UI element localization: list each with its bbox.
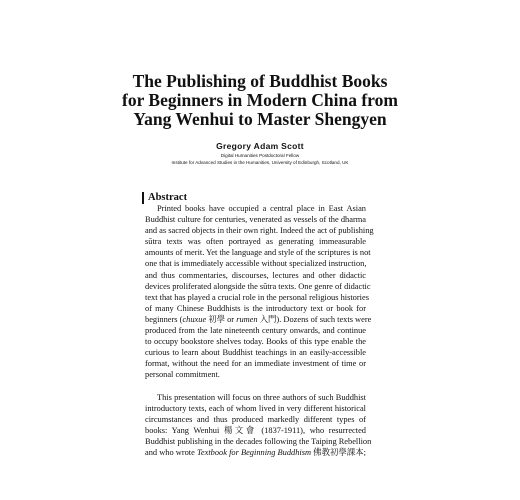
body-line: introductory texts, each of whom lived in very different historical — [145, 404, 366, 414]
body-line: Printed books have occupied a central place in East Asian — [157, 204, 366, 213]
body-line — [145, 447, 366, 458]
author-position: Digital Humanities Postdoctoral Fellow — [220, 153, 300, 158]
pinyin-term: chuxue — [182, 314, 207, 324]
body-line: personal commitment. — [145, 370, 220, 380]
body-line: circumstances and thus produced markedly different types of — [145, 415, 366, 425]
body-line: amounts of merit. Yet the language and style of the scriptures is not — [145, 248, 371, 258]
body-line: sūtra texts was often portrayed as generating immeasurable — [145, 237, 366, 247]
author-institution: Institute for Advanced Studies in the Humanities, University of Edinburgh, Scotland, UK — [171, 160, 349, 165]
chinese-term: 初學 or — [206, 314, 237, 324]
body-line: This presentation will focus on three authors of such Buddhist — [157, 393, 366, 402]
body-line: devices proliferated alongside the sūtra texts. One genre of didactic — [145, 281, 371, 291]
body-line: and thus commentaries, discourses, lectures and other didactic — [145, 270, 366, 280]
body-text: and who wrote — [145, 448, 197, 458]
paper-title — [0, 72, 520, 129]
body-line: and as sacred objects in their own right. Indeed the act of publishing — [145, 226, 374, 236]
body-line: curious to learn about Buddhist teachings in an easily-accessible — [145, 348, 366, 358]
title-line: The Publishing of Buddhist Books — [132, 71, 388, 91]
chinese-term: 入門). Dozens of such texts were — [257, 314, 372, 324]
body-line: produced from the late nineteenth century onwards, and continue — [145, 326, 366, 336]
body-line: to occupy bookstore shelves today. Books of this type enable the — [145, 337, 366, 347]
pinyin-term: rumen — [236, 314, 258, 324]
body-line: text that has played a crucial role in the personal religious histories — [145, 292, 369, 302]
chinese-term: 佛教初學課本; — [311, 448, 366, 458]
body-line: format, without the need for an immediate investment of time or — [145, 359, 366, 369]
body-line — [145, 314, 372, 325]
author-name: Gregory Adam Scott — [216, 141, 304, 151]
body-line: books: Yang Wenhui 楊文會 (1837-1911), who resurrected — [145, 426, 366, 436]
body-text: beginners ( — [145, 314, 183, 324]
book-title: Textbook for Beginning Buddhism — [197, 448, 312, 458]
abstract-paragraph-2 — [145, 392, 372, 459]
body-line: of many Chinese Buddhists is the introductory text or book for — [145, 303, 366, 313]
abstract-heading: Abstract — [142, 192, 187, 204]
title-line: for Beginners in Modern China from — [122, 90, 398, 110]
title-line: Yang Wenhui to Master Shengyen — [133, 109, 387, 129]
body-line: Buddhist publishing in the decades following the Taiping Rebellion — [145, 437, 372, 447]
body-line: one that is immediately accessible without specialized instruction, — [145, 259, 367, 269]
body-line: Buddhist culture for centuries, venerated as vessels of the dharma — [145, 215, 366, 225]
abstract-paragraph-1 — [145, 203, 374, 381]
